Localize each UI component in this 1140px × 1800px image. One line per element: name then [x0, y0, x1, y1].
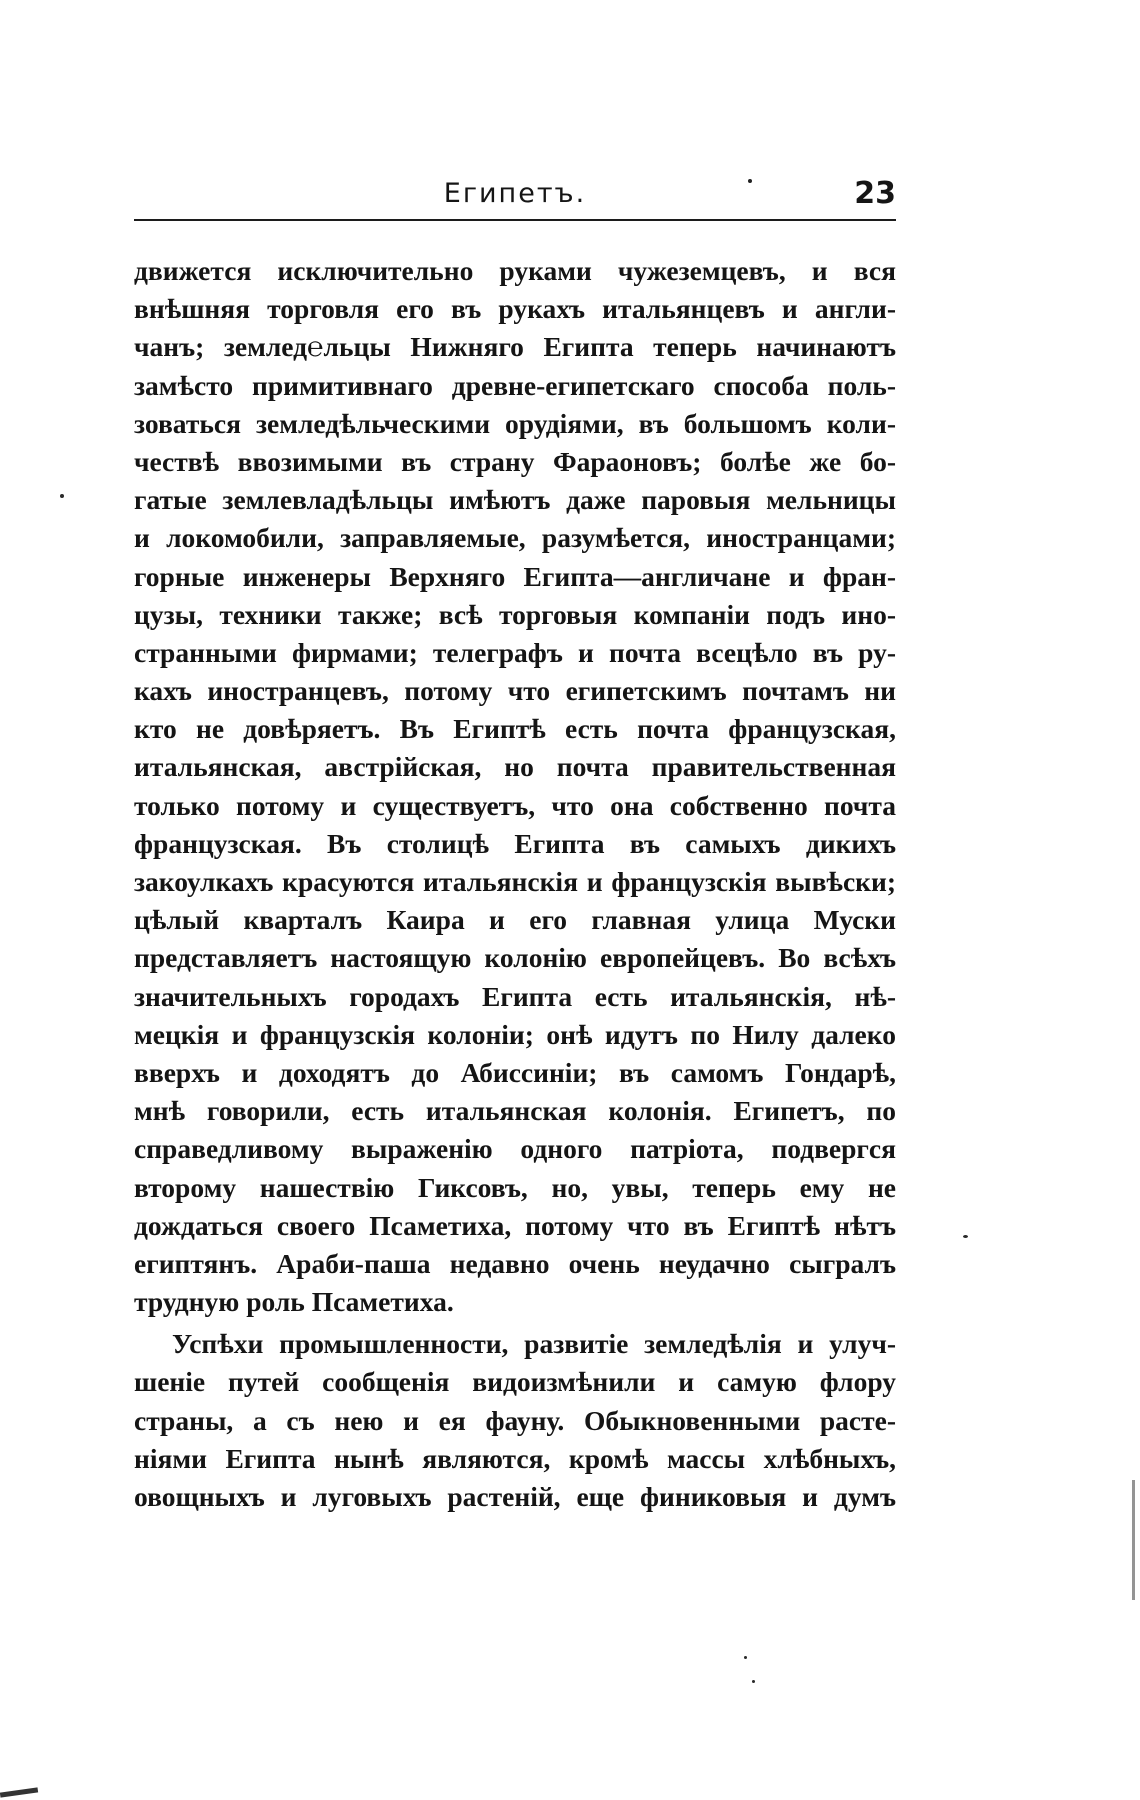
paragraph-1	[134, 252, 896, 1321]
scan-speck	[60, 494, 64, 498]
text-line: внѣшняя торговля его въ рукахъ итальянцевъ и англи-	[134, 293, 896, 325]
text-line: страны, а съ нею и ея фауну. Обыкновенными расте-	[134, 1404, 896, 1436]
text-line: французская. Въ столицѣ Египта въ самыхъ дикихъ	[134, 827, 896, 859]
text-line: мнѣ говорили, есть итальянская колонія. Египетъ, по	[134, 1095, 896, 1127]
text-line: второму нашествію Гиксовъ, но, увы, теперь ему не	[134, 1171, 896, 1203]
text-line: кахъ иностранцевъ, потому что египетскимъ почтамъ ни	[134, 675, 896, 707]
text-line: египтянъ. Араби-паша недавно очень неудачно сыгралъ	[134, 1247, 896, 1279]
header-speck	[748, 179, 752, 183]
text-line: чествѣ ввозимыми въ страну Фараоновъ; болѣе же бо-	[134, 445, 896, 477]
text-line: чанъ; землед℮льцы Нижняго Египта теперь начинаютъ	[134, 331, 896, 363]
text-line: гатые землевладѣльцы имѣютъ даже паровыя мельницы	[134, 484, 896, 516]
text-line: ніями Египта нынѣ являются, кромѣ массы хлѣбныхъ,	[134, 1442, 896, 1474]
text-line: дождаться своего Псаметиха, потому что въ Египтѣ нѣтъ	[134, 1209, 896, 1241]
text-line: шеніе путей сообщенія видоизмѣнили и самую флору	[134, 1366, 896, 1398]
scan-speck	[963, 1235, 968, 1238]
text-line: странными фирмами; телеграфъ и почта всецѣло въ ру-	[134, 636, 896, 668]
page-header	[134, 178, 896, 222]
body-text	[134, 252, 896, 1516]
text-line: справедливому выраженію одного патріота, подвергся	[134, 1133, 896, 1165]
text-line: только потому и существуетъ, что она собственно почта	[134, 789, 896, 821]
text-line: цѣлый кварталъ Каира и его главная улица Муски	[134, 904, 896, 936]
scan-speck	[752, 1680, 755, 1683]
text-line: Успѣхи промышленности, развитіе земледѣлія и улуч-	[172, 1328, 896, 1360]
text-line: трудную роль Псаметиха.	[134, 1286, 454, 1318]
text-line: закоулкахъ красуются итальянскія и французскія вывѣски;	[134, 866, 896, 897]
scan-edge-streak	[0, 1787, 38, 1797]
text-line: овощныхъ и луговыхъ растеній, еще финиковыя и думъ	[134, 1481, 896, 1512]
text-line: представляетъ настоящую колонію европейцевъ. Во всѣхъ	[134, 942, 896, 974]
text-line: горные инженеры Верхняго Египта—англичане и фран-	[134, 560, 896, 592]
paragraph-2	[134, 1325, 896, 1516]
text-line: значительныхъ городахъ Египта есть итальянскія, нѣ-	[134, 980, 896, 1012]
text-line: цузы, техники также; всѣ торговыя компаніи подъ ино-	[134, 598, 896, 630]
text-line: зоваться земледѣльческими орудіями, въ большомъ коли-	[134, 407, 896, 439]
text-line: мецкія и французскія колоніи; онѣ идутъ по Нилу далеко	[134, 1018, 896, 1050]
text-line: итальянская, австрійская, но почта правительственная	[134, 751, 896, 783]
header-rule	[134, 219, 896, 221]
page-number: 23	[854, 176, 896, 211]
text-line: замѣсто примитивнаго древне-египетскаго способа поль-	[134, 369, 896, 401]
running-title: Египетъ.	[443, 178, 587, 209]
text-line: движется исключительно руками чужеземцевъ, и вся	[134, 255, 896, 286]
scan-speck	[744, 1656, 747, 1659]
text-line: кто не довѣряетъ. Въ Египтѣ есть почта французская,	[134, 713, 896, 745]
scan-edge-mark	[1132, 1480, 1135, 1600]
text-line: вверхъ и доходятъ до Абиссиніи; въ самомъ Гондарѣ,	[134, 1056, 896, 1088]
text-line: и локомобили, заправляемые, разумѣется, иностранцами;	[134, 522, 896, 554]
